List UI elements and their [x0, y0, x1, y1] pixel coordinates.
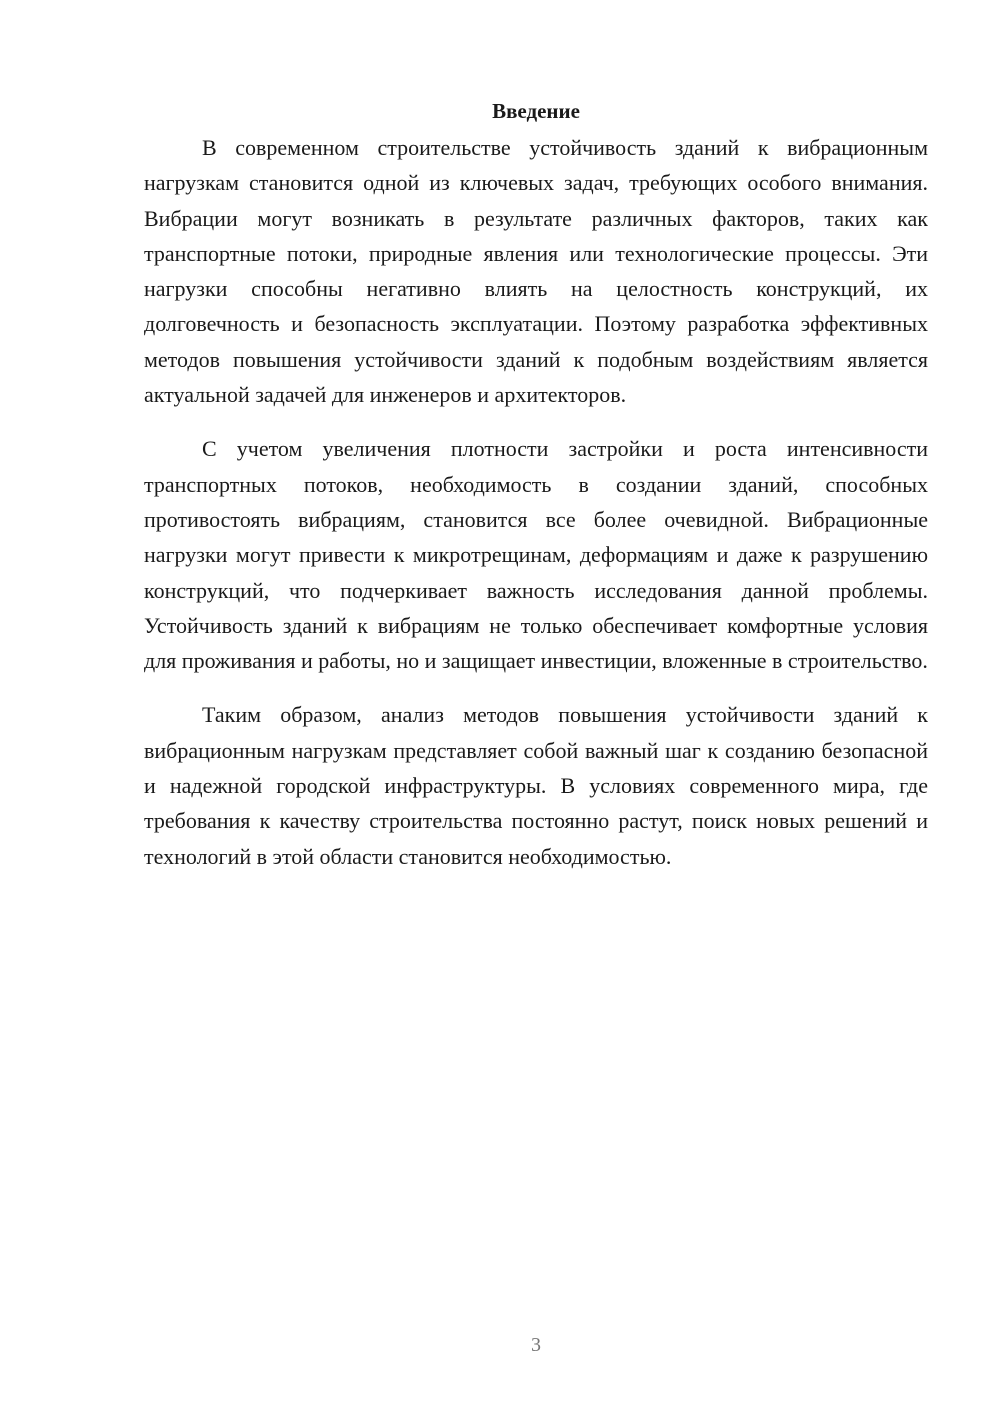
- paragraph-1: В современном строительстве устойчивость зданий к вибрационным нагрузкам становится одной из ключевых задач, требующих особого внимания. Вибрации могут возникать в результате различных факторов, таких как транспортные потоки, природные явления или технологические процессы. Эти нагрузки способны негативно влиять на целостность конструкций, их долговечность и безопасность эксплуатации. Поэтому разработка эффективных методов повышения устойчивости зданий к подобным воздействиям является актуальной задачей для инженеров и архитекторов.: [144, 135, 928, 408]
- page-number: 3: [531, 1334, 541, 1356]
- page-content: [144, 96, 928, 874]
- paragraph-3: Таким образом, анализ методов повышения устойчивости зданий к вибрационным нагрузкам представляет собой важный шаг к созданию безопасной и надежной городской инфраструктуры. В условиях современного мира, где требования к качеству строительства постоянно растут, поиск новых решений и технологий в этой области становится необходимостью.: [144, 702, 928, 869]
- paragraph-2: С учетом увеличения плотности застройки и роста интенсивности транспортных потоков, необходимость в создании зданий, способных противостоять вибрациям, становится все более очевидной. Вибрационные нагрузки могут привести к микротрещинам, деформациям и даже к разрушению конструкций, что подчеркивает важность исследования данной проблемы. Устойчивость зданий к вибрациям не только обеспечивает комфортные условия для проживания и работы, но и защищает инвестиции, вложенные в строительство.: [144, 436, 928, 674]
- section-title: Введение: [492, 99, 580, 123]
